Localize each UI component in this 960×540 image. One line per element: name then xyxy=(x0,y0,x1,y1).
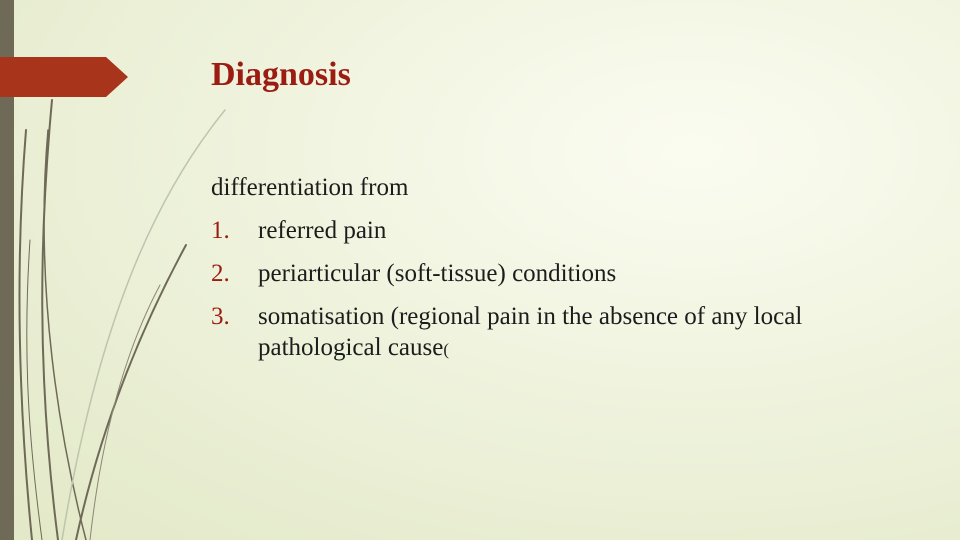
decor-line xyxy=(90,285,160,540)
list-text: periarticular (soft-tissue) conditions xyxy=(258,260,617,287)
list-item xyxy=(211,215,911,246)
list-number: 1. xyxy=(211,217,230,244)
list-number: 2. xyxy=(211,260,230,287)
list-item xyxy=(211,301,911,365)
slide-body xyxy=(211,172,911,377)
decor-line xyxy=(19,130,32,540)
list-number: 3. xyxy=(211,303,230,330)
list-text: referred pain xyxy=(258,217,387,244)
list-text: somatisation (regional pain in the absence of any local pathological cause xyxy=(258,303,803,361)
title-arrow-icon xyxy=(0,57,128,97)
trailing-paren: ( xyxy=(443,340,450,359)
decor-line xyxy=(27,240,42,540)
decor-line xyxy=(62,110,225,540)
list-item xyxy=(211,258,911,289)
decor-line xyxy=(42,100,58,540)
intro-text: differentiation from xyxy=(211,174,409,201)
list-text-wrapper xyxy=(258,301,911,365)
differential-list xyxy=(211,215,911,365)
slide-title: Diagnosis xyxy=(211,56,351,93)
